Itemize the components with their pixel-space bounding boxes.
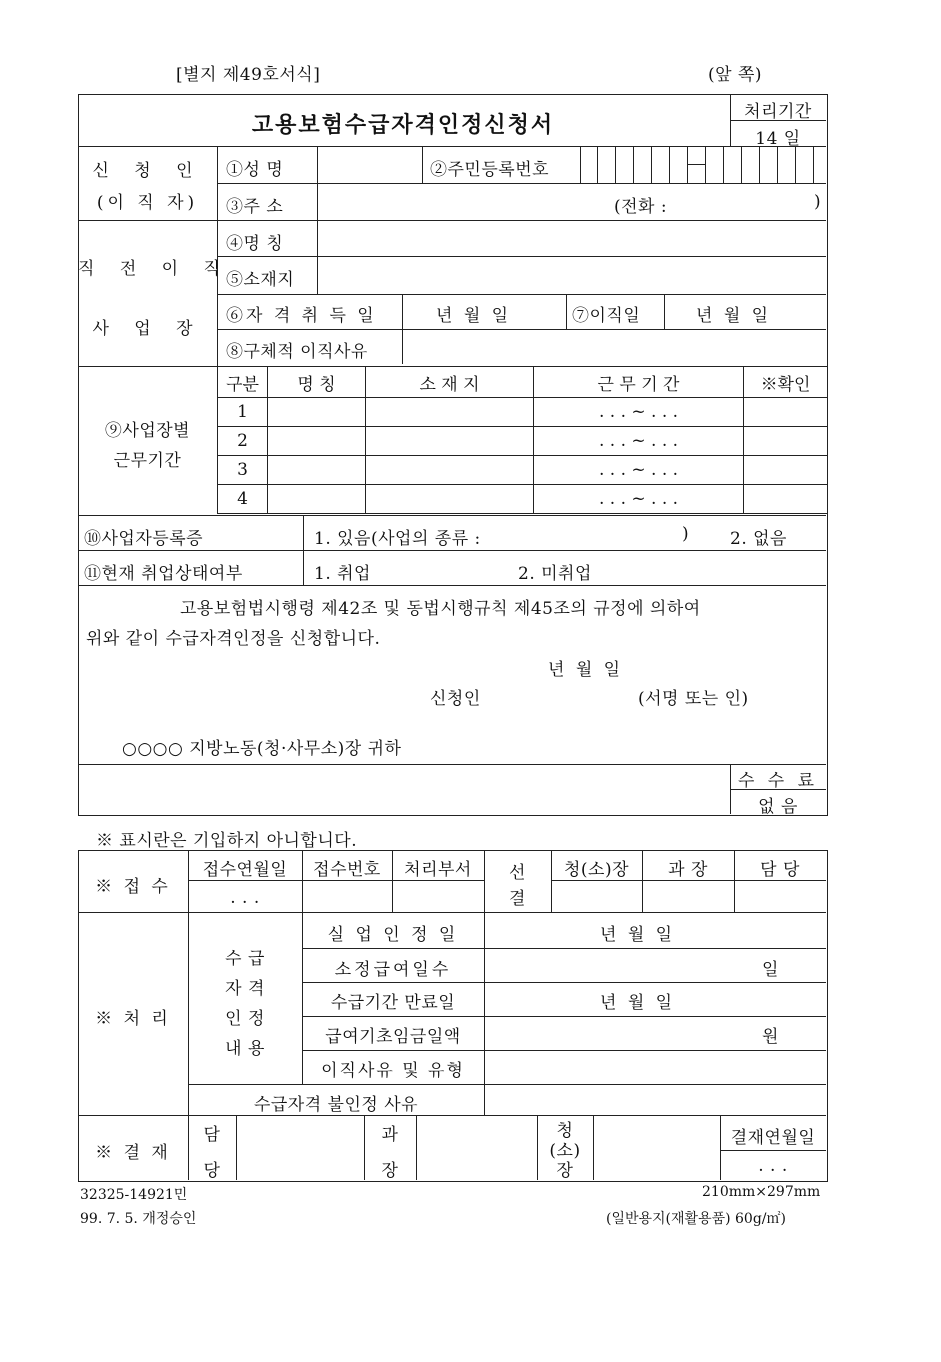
processing-item-value[interactable]: 원: [762, 1027, 779, 1047]
name-cell[interactable]: [268, 427, 366, 456]
confirm-cell: [744, 456, 828, 485]
approval-date-note: 99. 7. 5. 개정승인: [80, 1211, 197, 1227]
location-cell[interactable]: [366, 456, 534, 485]
addressee: ○○○○ 지방노동(청·사무소)장 귀하: [122, 739, 402, 759]
employment-label: ⑪현재 취업상태여부: [84, 564, 243, 584]
row-number: 3: [218, 456, 268, 485]
form-number: [별지 제49호서식]: [176, 65, 321, 85]
fee-value: 없 음: [758, 797, 798, 817]
statement-date[interactable]: 년 월 일: [548, 660, 624, 680]
content-group-2: 자 격: [225, 979, 265, 999]
confirm-cell: [744, 427, 828, 456]
processing-item-label: 소정급여일수: [334, 960, 452, 980]
name-cell[interactable]: [268, 398, 366, 427]
receipt-number-header: 접수번호: [313, 860, 381, 880]
processing-period-value: 14 일: [755, 129, 801, 149]
staff-label-2: 당: [203, 1161, 221, 1181]
rrn-label: ②주민등록번호: [430, 160, 550, 180]
statement-line-1: 고용보험법시행령 제42조 및 동법시행규칙 제45조의 규정에 의하여: [180, 599, 701, 619]
approver-manager: 과 장: [668, 860, 708, 880]
receipt-date-value[interactable]: . . .: [230, 888, 260, 908]
notice-text: ※ 표시란은 기입하지 아니합니다.: [96, 831, 358, 851]
content-group-1: 수 급: [225, 949, 265, 969]
form-code: 32325-14921민: [80, 1187, 188, 1203]
confirm-cell: [744, 398, 828, 427]
director-sign-field[interactable]: [595, 1117, 718, 1178]
col-header: 소 재 지: [366, 367, 534, 398]
processing-item-label: 실 업 인 정 일: [327, 925, 459, 945]
employment-option-unemployed[interactable]: 2. 미취업: [518, 564, 592, 584]
denial-reason-field[interactable]: [488, 1086, 822, 1114]
approver-director: 청(소)장: [563, 860, 630, 880]
receipt-label: ※ 접 수: [95, 877, 171, 897]
periods-group-label: ⑨사업장별: [104, 421, 191, 441]
workplace-group-sub: 사 업 장: [92, 319, 203, 339]
rrn-field[interactable]: [580, 146, 826, 183]
approval-label-2: 결: [509, 889, 526, 909]
manager-sign-field[interactable]: [418, 1117, 535, 1178]
paper-type: (일반용지(재활용품) 60g/㎡): [606, 1211, 786, 1227]
business-reg-label: ⑩사업자등록증: [84, 529, 204, 549]
company-location-label: ⑤소재지: [226, 270, 295, 290]
period-cell[interactable]: . . . ~ . . .: [534, 456, 744, 485]
leave-date-value[interactable]: 년 월 일: [696, 306, 772, 326]
manager-label-2: 장: [381, 1161, 399, 1181]
processing-item-value[interactable]: 년 월 일: [600, 925, 676, 945]
approver-staff: 담 당: [760, 860, 800, 880]
processing-label: ※ 처 리: [95, 1009, 171, 1029]
qualification-date-value[interactable]: 년 월 일: [436, 306, 512, 326]
col-header: 근 무 기 간: [534, 367, 744, 398]
receipt-dept-field[interactable]: [394, 882, 482, 910]
processing-item-value[interactable]: 일: [762, 960, 779, 980]
processing-item-label: 급여기초임금일액: [325, 1027, 461, 1047]
page-side: (앞 쪽): [708, 65, 763, 85]
name-label: ①성 명: [226, 160, 284, 180]
qualification-date-label: ⑥자 격 취 득 일: [226, 306, 377, 326]
processing-item-label: 수급기간 만료일: [330, 993, 456, 1013]
employment-option-employed[interactable]: 1. 취업: [314, 564, 371, 584]
receipt-number-field[interactable]: [304, 882, 390, 910]
processing-period-label: 처리기간: [744, 102, 812, 122]
row-number: 4: [218, 485, 268, 514]
company-location-field[interactable]: [320, 258, 820, 292]
address-label: ③주 소: [226, 197, 284, 217]
content-group-4: 내 용: [225, 1039, 265, 1059]
location-cell[interactable]: [366, 485, 534, 514]
leave-reason-field[interactable]: [406, 331, 820, 363]
col-header: ※확인: [744, 367, 828, 398]
period-cell[interactable]: . . . ~ . . .: [534, 427, 744, 456]
table-row: [218, 398, 828, 427]
business-reg-yes-close: ): [682, 524, 690, 544]
approval-date-value[interactable]: . . .: [758, 1156, 788, 1176]
periods-group-sub: 근무기간: [113, 451, 182, 471]
applicant-group-label: 신 청 인: [92, 161, 203, 181]
table-row: [218, 427, 828, 456]
denial-reason-label: 수급자격 불인정 사유: [253, 1095, 419, 1115]
row-number: 1: [218, 398, 268, 427]
fee-label: 수 수 료: [737, 771, 819, 791]
address-field[interactable]: [320, 185, 600, 218]
confirm-cell: [744, 485, 828, 514]
table-row: [218, 485, 828, 514]
receipt-dept-header: 처리부서: [404, 860, 472, 880]
applicant-label: 신청인: [430, 689, 481, 709]
director-label-3: 장: [556, 1161, 574, 1181]
location-cell[interactable]: [366, 427, 534, 456]
form-title: 고용보험수급자격인정신청서: [251, 112, 555, 138]
row-number: 2: [218, 427, 268, 456]
applicant-group-sub: (이 직 자): [96, 193, 199, 213]
phone-label: (전화 :: [614, 197, 668, 217]
name-field[interactable]: [320, 148, 420, 182]
signature-label[interactable]: (서명 또는 인): [638, 689, 749, 709]
period-cell[interactable]: . . . ~ . . .: [534, 398, 744, 427]
staff-label-1: 담: [203, 1125, 221, 1145]
company-name-field[interactable]: [320, 222, 820, 254]
col-header: 구분: [218, 367, 268, 398]
director-label-2: (소): [549, 1141, 581, 1161]
processing-item-label: 이직사유 및 유형: [321, 1061, 465, 1081]
leave-date-label: ⑦이직일: [572, 306, 641, 326]
processing-item-value[interactable]: 년 월 일: [600, 993, 676, 1013]
company-name-label: ④명 칭: [226, 234, 284, 254]
business-reg-no[interactable]: 2. 없음: [730, 529, 787, 549]
staff-sign-field[interactable]: [238, 1117, 362, 1178]
business-reg-yes[interactable]: 1. 있음(사업의 종류 :: [314, 529, 481, 549]
periods-table: [217, 366, 828, 514]
director-label-1: 청: [556, 1121, 574, 1141]
name-cell[interactable]: [268, 456, 366, 485]
content-group-3: 인 정: [225, 1009, 265, 1029]
manager-label-1: 과: [381, 1125, 399, 1145]
name-cell[interactable]: [268, 485, 366, 514]
paper-size: 210mm×297mm: [702, 1184, 821, 1200]
phone-close: ): [814, 192, 822, 212]
workplace-group-label: 직 전 이 직: [78, 259, 230, 279]
approval-label-1: 선: [509, 863, 526, 883]
approval-section-label: ※ 결 재: [95, 1143, 171, 1163]
receipt-date-header: 접수연월일: [202, 860, 288, 880]
col-header: 명 칭: [268, 367, 366, 398]
table-row: [218, 456, 828, 485]
approval-date-label: 결재연월일: [730, 1128, 816, 1148]
location-cell[interactable]: [366, 398, 534, 427]
statement-line-2: 위와 같이 수급자격인정을 신청합니다.: [86, 629, 381, 649]
processing-item-value[interactable]: [488, 1052, 822, 1082]
leave-reason-label: ⑧구체적 이직사유: [226, 342, 368, 362]
period-cell[interactable]: . . . ~ . . .: [534, 485, 744, 514]
